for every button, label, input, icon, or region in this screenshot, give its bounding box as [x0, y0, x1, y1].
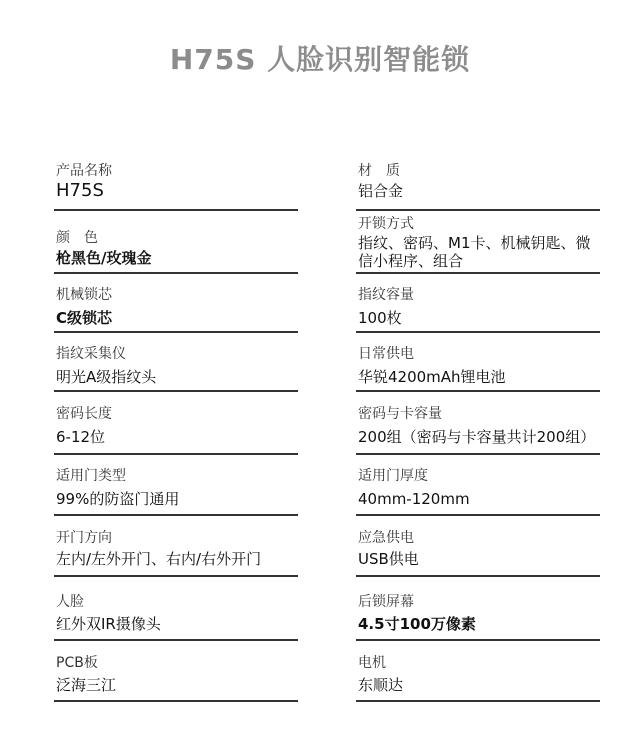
spec-label: 适用门厚度 — [358, 468, 428, 484]
spec-label: 日常供电 — [358, 346, 414, 362]
spec-label: 机械锁芯 — [56, 287, 112, 303]
spec-value: 华锐4200mAh锂电池 — [358, 368, 506, 386]
spec-row-pcb — [54, 641, 298, 702]
spec-label: 指纹容量 — [358, 287, 414, 303]
spec-row-daily-power — [356, 333, 600, 392]
spec-label: 应急供电 — [358, 530, 414, 546]
spec-row-material — [356, 150, 600, 211]
spec-value: 99%的防盗门通用 — [56, 490, 180, 508]
spec-row-motor — [356, 641, 600, 702]
spec-label: 电机 — [358, 655, 386, 671]
spec-row-unlock-methods — [356, 211, 600, 274]
spec-label: 后锁屏幕 — [358, 594, 414, 610]
spec-row-door-thickness — [356, 455, 600, 516]
spec-value: 100枚 — [358, 309, 402, 327]
spec-column-right — [356, 150, 600, 702]
spec-label: PCB板 — [56, 655, 98, 671]
spec-value: 红外双IR摄像头 — [56, 615, 161, 633]
spec-row-fingerprint-sensor — [54, 333, 298, 392]
spec-label: 密码长度 — [56, 406, 112, 422]
spec-value: 200组（密码与卡容量共计200组） — [358, 428, 596, 446]
spec-label: 指纹采集仪 — [56, 346, 126, 362]
spec-value: 4.5寸100万像素 — [358, 615, 476, 633]
spec-row-rear-screen — [356, 577, 600, 641]
spec-value: 东顺达 — [358, 676, 404, 694]
spec-label: 适用门类型 — [56, 468, 126, 484]
spec-label: 材 质 — [358, 163, 400, 179]
spec-row-password-card-capacity — [356, 392, 600, 455]
spec-label: 产品名称 — [56, 163, 112, 179]
spec-row-emergency-power — [356, 516, 600, 577]
spec-value: 左内/左外开门、右内/右外开门 — [56, 550, 262, 568]
spec-row-product-name — [54, 150, 298, 211]
spec-row-opening-direction — [54, 516, 298, 577]
spec-value: 枪黑色/玫瑰金 — [56, 249, 152, 267]
spec-value: 泛海三江 — [56, 676, 117, 694]
spec-label: 开门方向 — [56, 530, 112, 546]
spec-value: H75S — [56, 180, 104, 201]
page-title: H75S 人脸识别智能锁 — [169, 43, 471, 76]
spec-label: 人脸 — [56, 594, 84, 610]
spec-row-fingerprint-capacity — [356, 274, 600, 333]
spec-value: 明光A级指纹头 — [56, 368, 157, 386]
spec-value: 铝合金 — [358, 182, 404, 200]
spec-value: 指纹、密码、M1卡、机械钥匙、微信小程序、组合 — [358, 234, 591, 270]
spec-label: 开锁方式 — [358, 216, 414, 232]
spec-row-lock-cylinder — [54, 274, 298, 333]
spec-label: 颜 色 — [56, 230, 98, 246]
spec-column-left — [54, 150, 298, 702]
spec-value: C级锁芯 — [56, 309, 113, 327]
spec-value: 40mm-120mm — [358, 490, 470, 508]
spec-row-face — [54, 577, 298, 641]
spec-row-door-type — [54, 455, 298, 516]
spec-value: USB供电 — [358, 550, 419, 568]
spec-value: 6-12位 — [56, 428, 106, 446]
spec-label: 密码与卡容量 — [358, 406, 442, 422]
spec-row-password-length — [54, 392, 298, 455]
spec-row-color — [54, 211, 298, 274]
